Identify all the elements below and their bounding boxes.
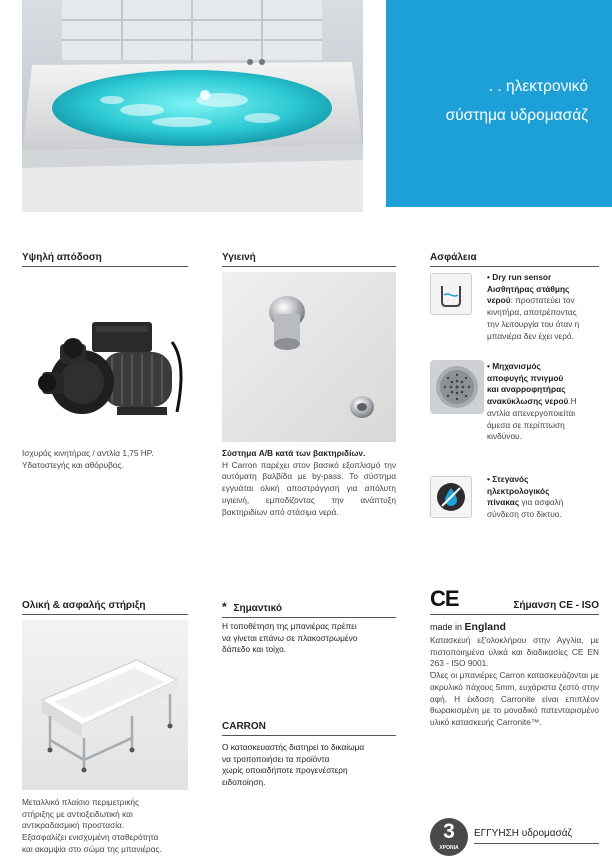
- performance-title: Υψηλή απόδοση: [22, 252, 188, 267]
- frame-photo: [22, 620, 188, 790]
- safety-item-3-line-1: σύνδεση στο δίκτυο.: [487, 509, 562, 520]
- safety-item-2-line-2: άμεσα σε περίπτωση: [487, 419, 565, 430]
- warranty-years: ΧΡΟΝΙΑ: [439, 845, 459, 851]
- support-line-5: και ακαμψία στο σώμα της μπανιέρας.: [22, 843, 162, 854]
- carron-line-4: ειδοποίηση.: [222, 777, 266, 788]
- support-line-1: Μεταλλικό πλαίσιο περιμετρικής: [22, 797, 140, 807]
- carron-line-1: Ο κατασκευαστής διατηρεί το δικαίωμα: [222, 742, 365, 752]
- safety-item-2-tail: .Η: [568, 396, 577, 407]
- hygiene-text: Η Carron παρέχει στον βασικό εξοπλισμό την αυτόματη βαλβίδα με by-pass. Το σύστημα εγγυάται ολική αποστράγγιση για απόλυτη υγιεινή, εμποδίζοντας την ανάπτυξη βακτηριδίων από στάσιμα νερά.: [222, 459, 396, 517]
- important-line-2: να γίνεται επάνω σε πλακοστρωμένο: [222, 632, 358, 643]
- safety-item-1-line-2: την λειτουργία του όταν η: [487, 318, 580, 329]
- water-level-icon: [430, 273, 472, 315]
- safety-item-2-line-1: αντλία απενεργοποιείται: [487, 407, 576, 418]
- valve-photo: [222, 272, 396, 442]
- safety-item-2-bold-1: • Μηχανισμός: [487, 361, 541, 371]
- safety-item-2-bold-2: αποφυγής πνιγμού: [487, 372, 564, 383]
- safety-item-3: [487, 474, 599, 521]
- made-in-england: [430, 621, 506, 633]
- ce-text: [430, 635, 599, 729]
- pump-photo: [22, 272, 188, 442]
- warranty-badge-icon: [430, 818, 468, 856]
- safety-item-2-line-3: κινδύνου.: [487, 431, 522, 442]
- warranty-divider: [474, 843, 599, 844]
- ce-logo: CE: [430, 586, 459, 611]
- support-title: Ολική & ασφαλής στήριξη: [22, 600, 188, 615]
- made-in-country: England: [464, 621, 506, 633]
- hero-tagline-line2: σύστημα υδρομασάζ: [445, 107, 588, 124]
- carron-text: [222, 742, 398, 789]
- important-title: Σημαντικό: [233, 603, 282, 614]
- safety-item-3-tail: για ασφαλή: [519, 497, 564, 508]
- hero-tagline-line1: . . ηλεκτρονικό: [488, 78, 588, 95]
- safety-item-1: [487, 272, 599, 342]
- safety-item-3-bold-1: • Στεγανός: [487, 474, 529, 484]
- support-line-3: αντικραδασμική προστασία.: [22, 820, 125, 831]
- safety-item-1-bold-1: • Dry run sensor: [487, 272, 552, 282]
- warranty-text: ΕΓΓΥΗΣΗ υδρομασάζ: [474, 828, 572, 839]
- waterproof-icon: [430, 476, 472, 518]
- support-text: [22, 797, 198, 856]
- hero-bathtub-photo: [22, 0, 363, 212]
- support-line-2: στήριξης με αντιοξειδωτική και: [22, 808, 133, 819]
- safety-item-2-bold-3: και αναρροφητήρας: [487, 384, 566, 395]
- star-icon: *: [222, 600, 227, 614]
- safety-item-1-bold-2: Αισθητήρας στάθμης: [487, 283, 570, 294]
- hygiene-title: Υγιεινή: [222, 252, 396, 267]
- safety-item-1-bold-3: νερού: [487, 295, 511, 306]
- performance-text: [22, 448, 192, 471]
- carron-line-2: να τροποποιήσει τα προϊόντα: [222, 753, 330, 764]
- drain-grille-icon: [430, 360, 484, 414]
- safety-title: Ασφάλεια: [430, 252, 599, 267]
- safety-item-1-line-1: κινητήρα, αποτρέποντας: [487, 307, 577, 318]
- carron-line-3: χωρίς οποιαδήποτε προγενέστερη: [222, 765, 348, 776]
- important-line-3: δάπεδο και τοίχο.: [222, 644, 287, 655]
- carron-title: CARRON: [222, 721, 396, 736]
- important-text: [222, 621, 398, 656]
- ce-text-2: Όλες οι μπανιέρες Carron κατασκευάζονται με ακρυλικό πάχους 5mm, ευχάριστα ζεστό στην αφή. Η έκδοση Carronite είναι επιπλέον θωρακισμένη με το μοναδικό πατενταρισμένο υλικό κατασκευής Carronite™.: [430, 670, 599, 727]
- support-line-4: Εξασφαλίζει ενισχυμένη σταθερότητα: [22, 832, 159, 843]
- safety-item-2-bold-4: ανακύκλωσης νερού: [487, 396, 569, 407]
- performance-text-line2: Υδατοστεγής και αθόρυβος.: [22, 459, 124, 470]
- warranty-number: 3: [443, 820, 455, 843]
- ce-title: Σήμανση CE - ISO: [430, 600, 599, 615]
- safety-item-2: [487, 361, 599, 443]
- performance-text-line1: Ισχυρός κινητήρας / αντλία 1,75 HP.: [22, 448, 154, 458]
- made-in-label: made in: [430, 622, 463, 632]
- hygiene-text-block: [222, 448, 396, 518]
- safety-item-1-line-3: μπανιέρα δεν έχει νερό.: [487, 330, 574, 341]
- hygiene-subtitle: Σύστημα A/B κατά των βακτηριδίων.: [222, 448, 366, 458]
- safety-item-3-bold-2: ηλεκτρολογικός: [487, 485, 550, 496]
- safety-item-1-tail: : προστατεύει τον: [510, 295, 575, 306]
- important-line-1: Η τοποθέτηση της μπανιέρας πρέπει: [222, 621, 357, 631]
- ce-text-1: Κατασκευή εξ'ολοκλήρου στην Αγγλία, με πιστοποιημένα υλικά και διαδικασίες CE EN 263 - ISO 9001.: [430, 635, 599, 669]
- safety-item-3-bold-3: πίνακας: [487, 497, 520, 508]
- important-header: [222, 600, 396, 618]
- hero-tagline-box: [386, 0, 612, 207]
